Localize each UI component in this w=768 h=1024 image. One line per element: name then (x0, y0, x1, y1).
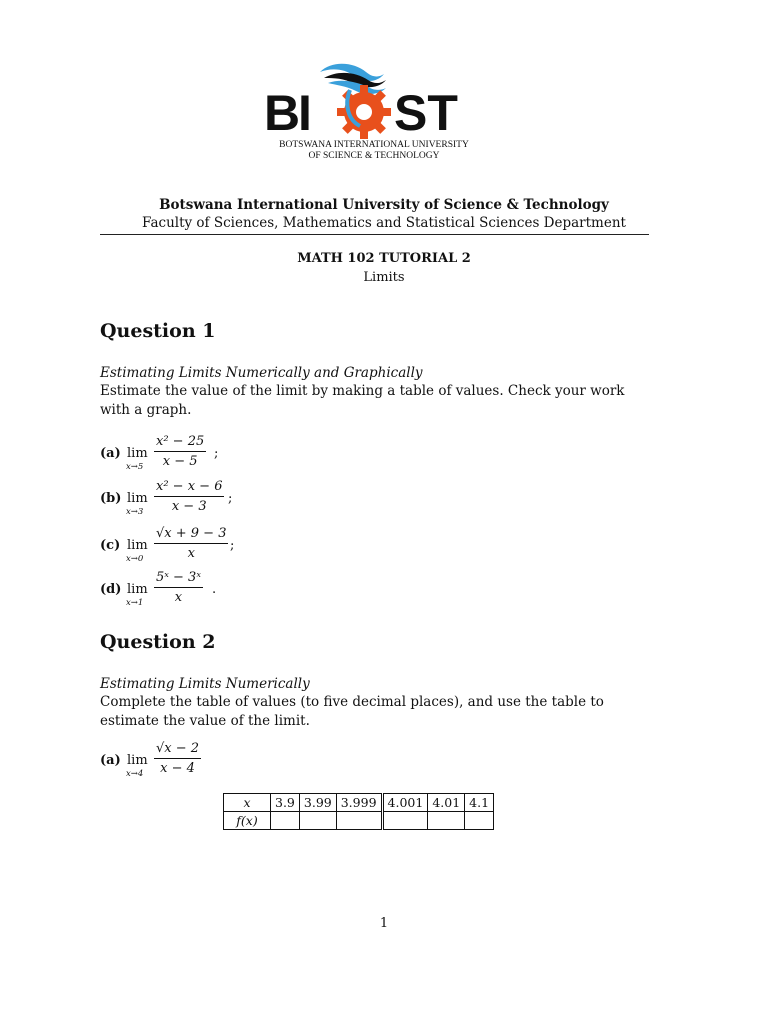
svg-text:I: I (298, 85, 312, 140)
table-cell-x: 3.99 (299, 794, 336, 812)
question1-instruction: Estimate the value of the limit by making a table of values. Check your work with a graph. (100, 383, 625, 418)
item-trailing-punct: ; (228, 491, 233, 506)
svg-text:B: B (264, 85, 301, 140)
table-cell-x: 3.9 (271, 794, 300, 812)
table-cell-fx[interactable] (428, 812, 465, 830)
denominator: x (187, 546, 195, 561)
lim-operator: lim (127, 753, 148, 768)
lim-operator: lim (127, 538, 148, 553)
item-label: (c) (100, 538, 121, 553)
table-cell-x: 3.999 (336, 794, 382, 812)
q2-item-a (100, 741, 400, 783)
svg-text:ST: ST (394, 85, 458, 140)
item-label: (a) (100, 446, 121, 461)
lim-operator: lim (127, 446, 148, 461)
lim-approach: x→0 (126, 554, 144, 564)
q1-item-d (100, 570, 400, 612)
item-label: (a) (100, 753, 121, 768)
lim-operator: lim (127, 582, 148, 597)
fraction-bar (154, 496, 224, 497)
page-number: 1 (379, 916, 389, 931)
fraction (154, 526, 228, 561)
item-label: (d) (100, 582, 122, 597)
fraction (154, 570, 203, 605)
table-row-x (224, 794, 494, 812)
fraction-bar (154, 451, 206, 452)
item-trailing-punct: ; (230, 538, 235, 553)
item-trailing-punct: ; (214, 446, 219, 461)
biust-logo-graphic (262, 58, 486, 140)
header-divider (100, 234, 649, 235)
numerator: x² − x − 6 (156, 479, 223, 494)
fraction (154, 434, 206, 469)
table-row-fx (224, 812, 494, 830)
denominator: x − 5 (162, 454, 198, 469)
table-cell-fx[interactable] (336, 812, 382, 830)
question1-subtitle: Estimating Limits Numerically and Graphically (100, 365, 423, 381)
values-table (223, 793, 494, 830)
numerator: 5ˣ − 3ˣ (156, 570, 201, 585)
table-header-x: x (224, 794, 271, 812)
fraction (154, 479, 224, 514)
logo-caption (262, 140, 486, 162)
table-cell-fx[interactable] (299, 812, 336, 830)
q1-item-c (100, 526, 400, 568)
denominator: x − 3 (171, 499, 207, 514)
lim-approach: x→1 (126, 598, 144, 608)
question2-heading: Question 2 (100, 631, 216, 653)
question1-heading: Question 1 (100, 320, 216, 342)
biust-logo (262, 58, 486, 166)
table-cell-x: 4.1 (465, 794, 494, 812)
denominator: x (174, 590, 183, 605)
fraction-bar (154, 587, 203, 588)
table-cell-fx[interactable] (271, 812, 300, 830)
lim-approach: x→3 (126, 507, 144, 517)
q1-item-b (100, 479, 400, 521)
tutorial-title: MATH 102 TUTORIAL 2 (297, 251, 471, 266)
table-cell-fx[interactable] (465, 812, 494, 830)
numerator: √x + 9 − 3 (156, 526, 227, 541)
denominator: x − 4 (160, 761, 195, 776)
q1-item-a (100, 434, 400, 476)
numerator: x² − 25 (156, 434, 205, 449)
fraction-bar (154, 758, 201, 759)
table-cell-x: 4.001 (382, 794, 428, 812)
university-name: Botswana International University of Science & Technology (159, 197, 609, 213)
item-trailing-punct: . (212, 582, 217, 597)
lim-approach: x→4 (126, 769, 144, 779)
tutorial-topic: Limits (363, 270, 405, 285)
lim-operator: lim (127, 491, 148, 506)
table-cell-fx[interactable] (382, 812, 428, 830)
logo-caption-line2: OF SCIENCE & TECHNOLOGY (308, 151, 440, 161)
faculty-name: Faculty of Sciences, Mathematics and Statistical Sciences Department (142, 215, 626, 231)
lim-approach: x→5 (126, 462, 144, 472)
numerator: √x − 2 (156, 741, 200, 756)
table-cell-x: 4.01 (428, 794, 465, 812)
logo-caption-line1: BOTSWANA INTERNATIONAL UNIVERSITY (279, 140, 469, 150)
table-header-fx: f(x) (224, 812, 271, 830)
fraction (154, 741, 201, 776)
fraction-bar (154, 543, 228, 544)
question2-subtitle: Estimating Limits Numerically (100, 676, 310, 692)
item-label: (b) (100, 491, 122, 506)
question2-instruction: Complete the table of values (to five decimal places), and use the table to estimate the value of the limit. (100, 694, 604, 729)
